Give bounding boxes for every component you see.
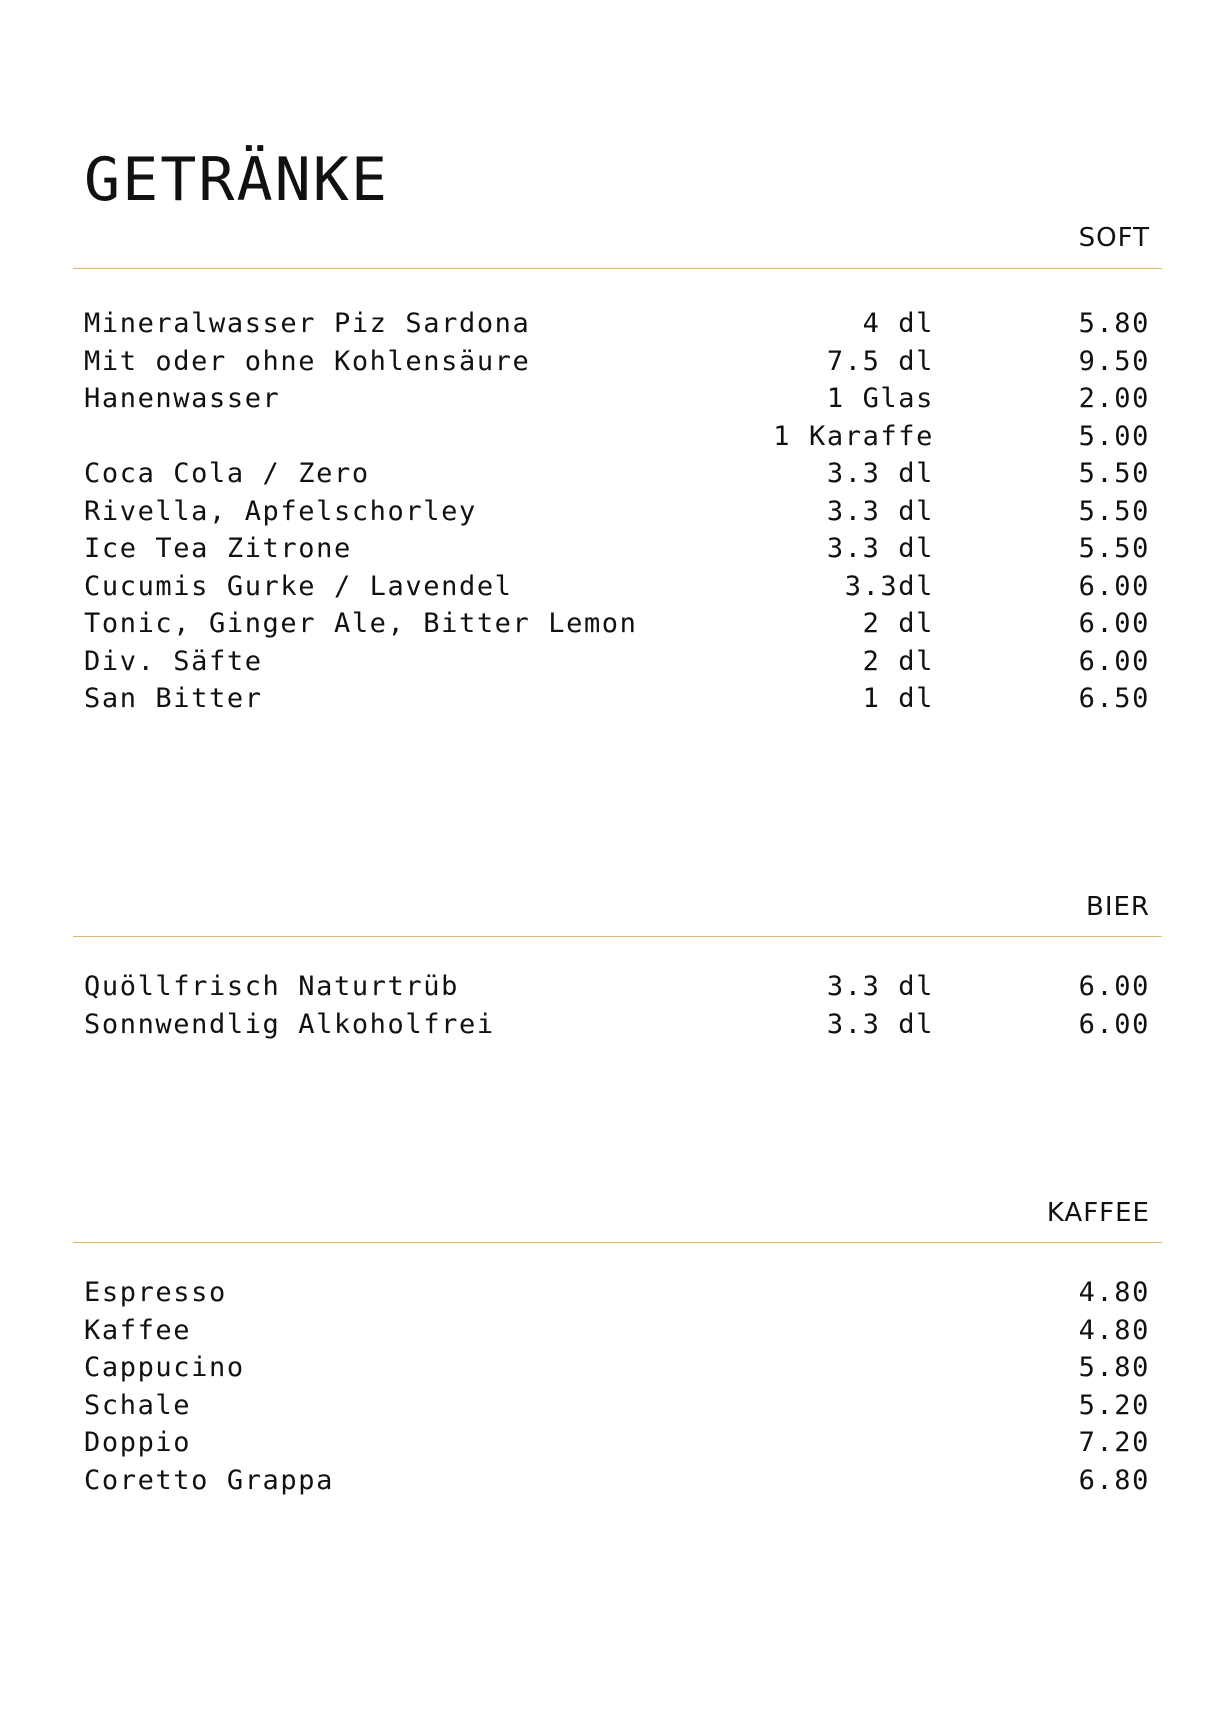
menu-item-row (84, 1312, 1150, 1350)
menu-item-row (84, 455, 1150, 493)
item-price: 6.00 (1078, 608, 1150, 639)
item-name: Quöllfrisch Naturtrüb (84, 971, 459, 1002)
item-name: Doppio (84, 1427, 192, 1458)
menu-item-row (84, 305, 1150, 343)
menu-item-row (84, 643, 1150, 681)
menu-item-row (84, 530, 1150, 568)
section-divider-soft (73, 268, 1162, 269)
menu-item-row (84, 1349, 1150, 1387)
item-list-kaffee (84, 1274, 1150, 1499)
menu-item-row (84, 380, 1150, 418)
item-name: San Bitter (84, 683, 263, 714)
item-price: 5.80 (1078, 1352, 1150, 1383)
section-heading-soft: SOFT (1078, 223, 1150, 253)
item-list-soft (84, 305, 1150, 718)
item-price: 4.80 (1078, 1277, 1150, 1308)
section-heading-kaffee: KAFFEE (1046, 1198, 1150, 1228)
menu-item-row (84, 968, 1150, 1006)
item-price: 7.20 (1078, 1427, 1150, 1458)
item-name: Coretto Grappa (84, 1464, 334, 1496)
item-price: 6.50 (1078, 683, 1150, 714)
item-name: Tonic, Ginger Ale, Bitter Lemon (84, 608, 638, 639)
item-price: 5.20 (1078, 1389, 1150, 1421)
item-price: 6.00 (1078, 570, 1150, 602)
item-price: 4.80 (1078, 1314, 1150, 1346)
section-heading-bier: BIER (1086, 892, 1150, 922)
menu-item-row (84, 1274, 1150, 1312)
item-price: 6.00 (1078, 1008, 1150, 1040)
item-name: Coca Cola / Zero (84, 458, 370, 489)
item-name: Schale (84, 1389, 192, 1421)
item-price: 5.50 (1078, 533, 1150, 564)
item-size: 1 Glas (826, 383, 934, 414)
menu-item-row (84, 343, 1150, 381)
item-name: Mit oder ohne Kohlensäure (84, 345, 531, 377)
section-divider-kaffee (73, 1242, 1162, 1243)
menu-item-row (84, 1006, 1150, 1044)
menu-item-row (84, 605, 1150, 643)
item-name: Ice Tea Zitrone (84, 533, 352, 564)
menu-item-row (84, 1424, 1150, 1462)
item-price: 6.00 (1078, 971, 1150, 1002)
item-size: 1 Karaffe (773, 420, 934, 452)
menu-item-row (84, 1387, 1150, 1425)
item-size: 1 dl (862, 683, 934, 714)
section-divider-bier (73, 936, 1162, 937)
item-size: 3.3 dl (826, 971, 934, 1002)
item-size: 2 dl (862, 608, 934, 639)
item-price: 6.00 (1078, 645, 1150, 677)
item-name: Hanenwasser (84, 383, 281, 414)
item-price: 9.50 (1078, 345, 1150, 377)
menu-item-row (84, 680, 1150, 718)
item-size: 3.3 dl (826, 458, 934, 489)
item-name: Cappucino (84, 1352, 245, 1383)
menu-item-row (84, 418, 1150, 456)
item-size: 3.3 dl (826, 495, 934, 527)
item-name: Cucumis Gurke / Lavendel (84, 570, 513, 602)
item-price: 5.00 (1078, 420, 1150, 452)
item-price: 2.00 (1078, 383, 1150, 414)
item-name: Espresso (84, 1277, 227, 1308)
item-size: 7.5 dl (826, 345, 934, 377)
item-name: Sonnwendlig Alkoholfrei (84, 1008, 495, 1040)
item-size: 3.3 dl (826, 1008, 934, 1040)
menu-item-row (84, 493, 1150, 531)
item-name: Kaffee (84, 1314, 192, 1346)
page-title: GETRÄNKE (84, 145, 389, 215)
item-size: 4 dl (862, 308, 934, 339)
item-list-bier (84, 968, 1150, 1043)
item-price: 5.50 (1078, 495, 1150, 527)
item-price: 5.80 (1078, 308, 1150, 339)
item-name: Rivella, Apfelschorley (84, 495, 477, 527)
menu-item-row (84, 568, 1150, 606)
menu-item-row (84, 1462, 1150, 1500)
item-price: 5.50 (1078, 458, 1150, 489)
item-size: 3.3 dl (826, 533, 934, 564)
item-name: Mineralwasser Piz Sardona (84, 308, 531, 339)
item-name: Div. Säfte (84, 645, 263, 677)
item-size: 3.3dl (844, 570, 934, 602)
item-price: 6.80 (1078, 1464, 1150, 1496)
item-size: 2 dl (862, 645, 934, 677)
